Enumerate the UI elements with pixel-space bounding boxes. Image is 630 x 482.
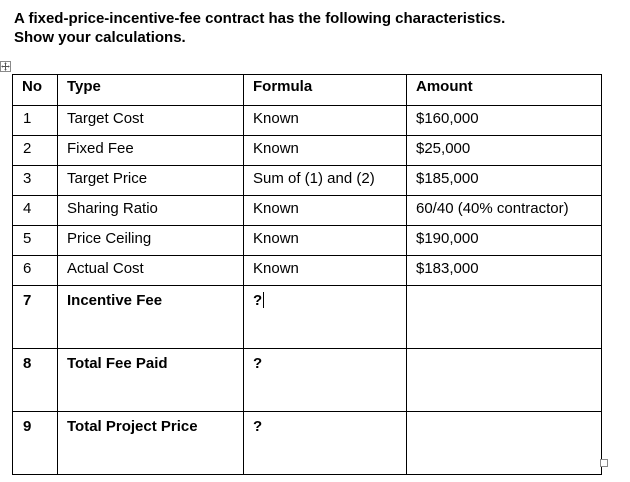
cell-type[interactable]: Incentive Fee [58, 286, 244, 349]
cell-type[interactable]: Price Ceiling [58, 226, 244, 256]
cell-formula[interactable]: Sum of (1) and (2) [244, 166, 407, 196]
cell-formula[interactable]: ? [244, 349, 407, 412]
heading-line-1: A fixed-price-incentive-fee contract has the following characteristics. [14, 10, 506, 27]
table-row [13, 196, 602, 226]
cell-type[interactable]: Total Project Price [58, 412, 244, 475]
header-no: No [13, 75, 58, 106]
contract-table [12, 74, 602, 475]
cell-amount[interactable]: 60/40 (40% contractor) [407, 196, 602, 226]
move-arrows-icon[interactable] [0, 61, 11, 72]
cell-no[interactable]: 3 [13, 166, 58, 196]
heading-line-2: Show your calculations. [14, 29, 186, 46]
cell-no[interactable]: 1 [13, 106, 58, 136]
cell-formula[interactable]: Known [244, 106, 407, 136]
document-heading [14, 9, 505, 47]
table-row [13, 106, 602, 136]
cell-no[interactable]: 6 [13, 256, 58, 286]
table-row [13, 166, 602, 196]
cell-type[interactable]: Fixed Fee [58, 136, 244, 166]
cell-amount[interactable]: $160,000 [407, 106, 602, 136]
header-type: Type [58, 75, 244, 106]
text-cursor [263, 292, 264, 308]
cell-formula[interactable] [244, 286, 407, 349]
cell-type[interactable]: Target Price [58, 166, 244, 196]
cell-no[interactable]: 2 [13, 136, 58, 166]
table-row [13, 349, 602, 412]
cell-formula[interactable]: Known [244, 226, 407, 256]
cell-amount[interactable]: $183,000 [407, 256, 602, 286]
table-row [13, 136, 602, 166]
table-header-row [13, 75, 602, 106]
table-row [13, 286, 602, 349]
cell-amount[interactable]: $25,000 [407, 136, 602, 166]
cell-type[interactable]: Actual Cost [58, 256, 244, 286]
header-formula: Formula [244, 75, 407, 106]
cell-no[interactable]: 4 [13, 196, 58, 226]
table-row [13, 256, 602, 286]
cell-amount[interactable]: $190,000 [407, 226, 602, 256]
resize-handle-icon[interactable] [600, 459, 608, 467]
cell-no[interactable]: 8 [13, 349, 58, 412]
cell-amount[interactable] [407, 349, 602, 412]
cell-no[interactable]: 9 [13, 412, 58, 475]
cell-formula[interactable]: Known [244, 136, 407, 166]
header-amount: Amount [407, 75, 602, 106]
cell-no[interactable]: 5 [13, 226, 58, 256]
cell-no[interactable]: 7 [13, 286, 58, 349]
cell-amount[interactable] [407, 286, 602, 349]
cell-amount[interactable] [407, 412, 602, 475]
table-row [13, 412, 602, 475]
cell-formula-text: ? [253, 292, 263, 309]
cell-formula[interactable]: ? [244, 412, 407, 475]
cell-amount[interactable]: $185,000 [407, 166, 602, 196]
cell-formula[interactable]: Known [244, 256, 407, 286]
table-row [13, 226, 602, 256]
cell-type[interactable]: Sharing Ratio [58, 196, 244, 226]
cell-formula[interactable]: Known [244, 196, 407, 226]
cell-type[interactable]: Target Cost [58, 106, 244, 136]
cell-type[interactable]: Total Fee Paid [58, 349, 244, 412]
